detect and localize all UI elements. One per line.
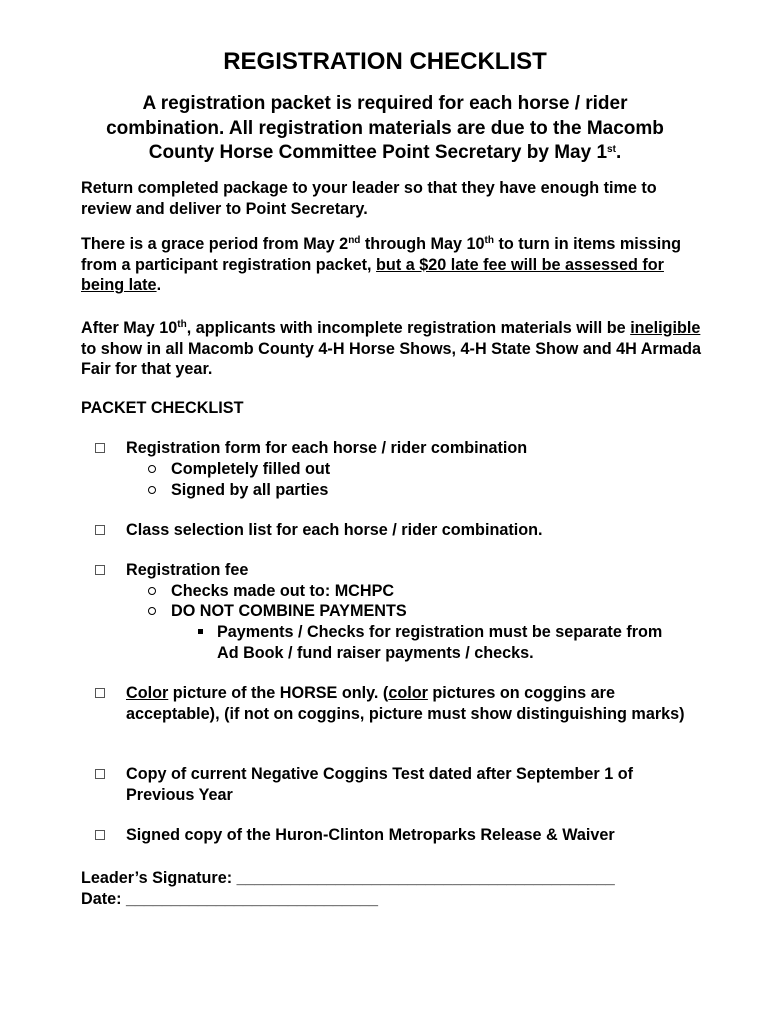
intro-line-3	[70, 141, 700, 166]
after-sup-1: th	[177, 319, 187, 330]
checkbox-icon[interactable]	[95, 769, 105, 779]
sub-item-do-not-combine	[148, 601, 708, 622]
grace-text-3: to turn in items missing from a participant registration packet,	[81, 235, 682, 274]
sub-item-filled-out	[148, 459, 708, 480]
intro-line-1: A registration packet is required for each horse / rider	[142, 93, 628, 114]
intro-statement	[70, 92, 700, 166]
checklist-item-text: Signed copy of the Huron-Clinton Metroparks Release & Waiver	[126, 826, 615, 844]
checklist-item-registration-fee	[95, 560, 695, 581]
date-row	[81, 889, 378, 910]
ineligible-word: ineligible	[630, 319, 701, 337]
checklist-item-text	[126, 683, 695, 724]
checklist-item-color-picture	[95, 683, 695, 724]
sub-item-text: Signed by all parties	[171, 481, 329, 499]
checklist-item-text: Registration fee	[126, 561, 249, 579]
leader-signature-row	[81, 868, 615, 889]
sub-item-text: Checks made out to: MCHPC	[171, 582, 395, 600]
color-word-2: color	[388, 684, 428, 702]
grace-text-2: through May 10	[360, 235, 485, 253]
after-text-3: to show in all Macomb County 4-H Horse Shows, 4-H State Show and 4H Armada Fair for that year.	[81, 339, 702, 379]
date-label: Date:	[81, 890, 126, 908]
checklist-item-text: Registration form for each horse / rider combination	[126, 439, 528, 457]
sub-item-checks-payable	[148, 581, 708, 602]
checklist-item-text: Copy of current Negative Coggins Test dated after September 1 of Previous Year	[126, 765, 633, 804]
page-title: REGISTRATION CHECKLIST	[223, 48, 547, 75]
grace-sup-1: nd	[348, 235, 361, 246]
after-text-1: After May 10	[81, 319, 178, 337]
checkbox-icon[interactable]	[95, 443, 105, 453]
sub-item-text: Completely filled out	[171, 460, 331, 478]
circle-bullet-icon	[148, 607, 156, 615]
intro-line-3-main: County Horse Committee Point Secretary by May 1	[148, 142, 608, 163]
packet-checklist-heading: PACKET CHECKLIST	[81, 399, 244, 417]
circle-bullet-icon	[148, 465, 156, 473]
after-deadline-paragraph	[81, 318, 701, 380]
checklist-item-text: Class selection list for each horse / rider combination.	[126, 521, 543, 539]
return-paragraph: Return completed package to your leader so that they have enough time to review and deliver to Point Secretary.	[81, 179, 657, 218]
grace-text-4: .	[156, 276, 162, 295]
checkbox-icon[interactable]	[95, 688, 105, 698]
date-line[interactable]: ____________________________	[125, 890, 379, 908]
checklist-item-class-selection	[95, 520, 695, 541]
circle-bullet-icon	[148, 587, 156, 595]
after-text-2: , applicants with incomplete registration materials will be	[186, 319, 631, 337]
sub-item-text: DO NOT COMBINE PAYMENTS	[171, 602, 407, 620]
sub-sub-item-text: Payments / Checks for registration must be separate from Ad Book / fund raiser payments / checks.	[217, 623, 663, 662]
checklist-item-registration-form	[95, 438, 695, 459]
circle-bullet-icon	[148, 486, 156, 494]
sub-sub-item-separate-payments	[198, 622, 678, 663]
checklist-item-release-waiver	[95, 825, 695, 846]
grace-text-1: There is a grace period from May 2	[81, 235, 349, 253]
sub-item-signed	[148, 480, 708, 501]
late-fee-notice: but a $20 late fee will be assessed for being late	[81, 255, 664, 295]
checkbox-icon[interactable]	[95, 565, 105, 575]
square-bullet-icon	[198, 629, 203, 634]
grace-period-paragraph	[81, 234, 701, 296]
checkbox-icon[interactable]	[95, 830, 105, 840]
checkbox-icon[interactable]	[95, 525, 105, 535]
intro-line-3-sup: st	[607, 144, 616, 155]
intro-line-2: combination. All registration materials are due to the Macomb	[106, 117, 664, 139]
picture-text-2: pictures on coggins are acceptable), (if not on coggins, picture must show distinguishing marks)	[126, 684, 685, 723]
grace-sup-2: th	[484, 235, 494, 246]
color-word: Color	[126, 684, 169, 702]
leader-signature-line[interactable]: __________________________________________	[236, 869, 615, 887]
intro-line-3-end: .	[615, 142, 622, 163]
leader-signature-label: Leader’s Signature:	[81, 869, 237, 887]
picture-text-1: picture of the HORSE only. (	[168, 684, 389, 702]
checklist-item-coggins-test	[95, 764, 695, 805]
